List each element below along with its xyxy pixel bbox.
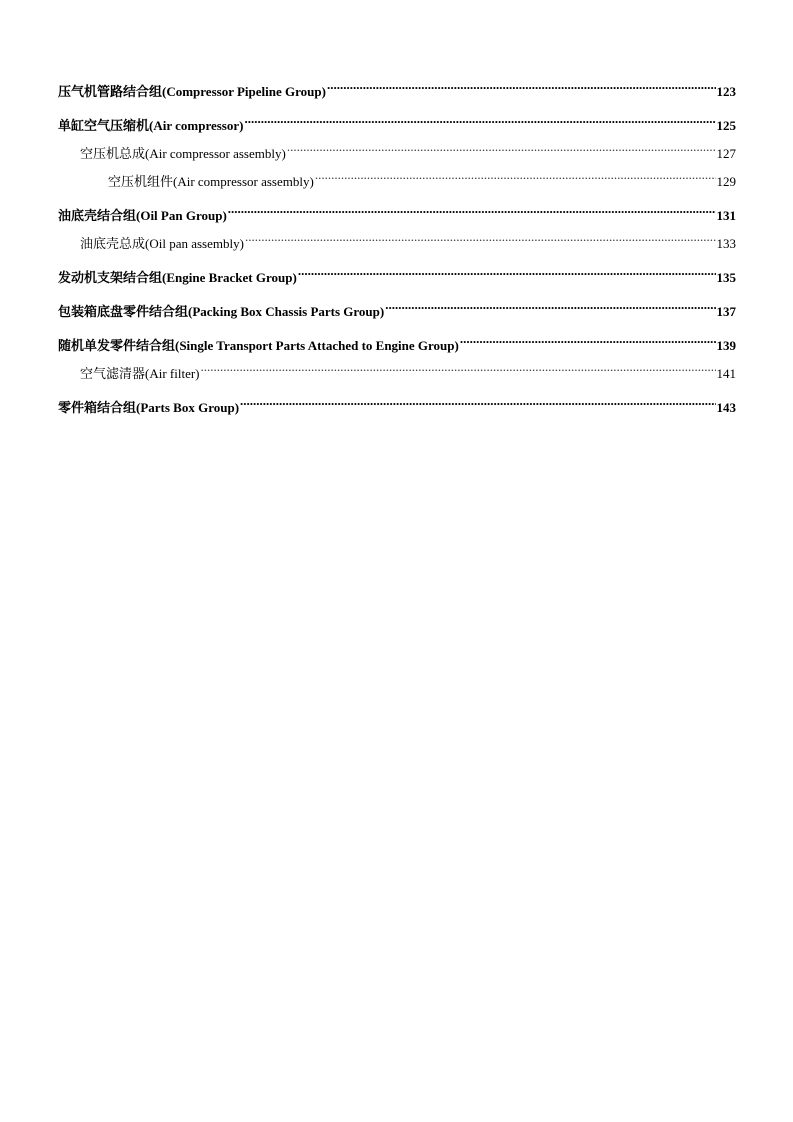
toc-entry-engine-bracket-group[interactable] bbox=[58, 260, 736, 285]
dot-leader bbox=[315, 164, 716, 186]
toc-entry-page-number: 123 bbox=[716, 84, 736, 99]
toc-entry-page-number: 127 bbox=[716, 146, 736, 161]
toc-entry-label: 空气滤清器(Air filter) bbox=[80, 366, 200, 381]
dot-leader bbox=[385, 294, 715, 316]
toc-entry-label: 空压机总成(Air compressor assembly) bbox=[80, 146, 286, 161]
toc-entry-page-number: 143 bbox=[716, 400, 736, 415]
toc-entry-air-compressor-components[interactable] bbox=[58, 164, 736, 189]
toc-entry-label: 随机单发零件结合组(Single Transport Parts Attached to Engine Group) bbox=[58, 338, 459, 353]
toc-entry-page-number: 137 bbox=[716, 304, 736, 319]
dot-leader bbox=[327, 74, 716, 96]
toc-entry-label: 零件箱结合组(Parts Box Group) bbox=[58, 400, 240, 415]
toc-entry-page-number: 133 bbox=[716, 236, 736, 251]
dot-leader bbox=[245, 226, 716, 248]
toc-entry-page-number: 139 bbox=[716, 338, 736, 353]
toc-entry-label: 单缸空气压缩机(Air compressor) bbox=[58, 118, 244, 133]
toc-entry-oil-pan-assembly[interactable] bbox=[58, 226, 736, 251]
toc-entry-page-number: 125 bbox=[716, 118, 736, 133]
toc-entry-parts-box-group[interactable] bbox=[58, 390, 736, 415]
toc-entry-air-compressor-assembly[interactable] bbox=[58, 136, 736, 161]
dot-leader bbox=[298, 260, 716, 282]
toc-entry-label: 油底壳总成(Oil pan assembly) bbox=[80, 236, 244, 251]
dot-leader bbox=[228, 198, 716, 220]
toc-entry-label: 空压机组件(Air compressor assembly) bbox=[108, 174, 314, 189]
dot-leader bbox=[287, 136, 716, 158]
toc-entry-label: 包装箱底盘零件结合组(Packing Box Chassis Parts Group) bbox=[58, 304, 385, 319]
toc-entry-air-filter[interactable] bbox=[58, 356, 736, 381]
toc-entry-packing-box-chassis-parts-group[interactable] bbox=[58, 294, 736, 319]
toc-entry-single-transport-parts-group[interactable] bbox=[58, 328, 736, 353]
toc-entry-label: 发动机支架结合组(Engine Bracket Group) bbox=[58, 270, 297, 285]
toc-entry-compressor-pipeline-group[interactable] bbox=[58, 74, 736, 99]
toc-entry-label: 压气机管路结合组(Compressor Pipeline Group) bbox=[58, 84, 326, 99]
toc-entry-oil-pan-group[interactable] bbox=[58, 198, 736, 223]
table-of-contents bbox=[58, 74, 736, 415]
dot-leader bbox=[201, 356, 716, 378]
toc-entry-label: 油底壳结合组(Oil Pan Group) bbox=[58, 208, 227, 223]
toc-entry-page-number: 129 bbox=[716, 174, 736, 189]
dot-leader bbox=[460, 328, 716, 350]
toc-entry-page-number: 131 bbox=[716, 208, 736, 223]
toc-entry-page-number: 135 bbox=[716, 270, 736, 285]
toc-entry-page-number: 141 bbox=[716, 366, 736, 381]
dot-leader bbox=[240, 390, 715, 412]
toc-entry-air-compressor[interactable] bbox=[58, 108, 736, 133]
dot-leader bbox=[244, 108, 715, 130]
